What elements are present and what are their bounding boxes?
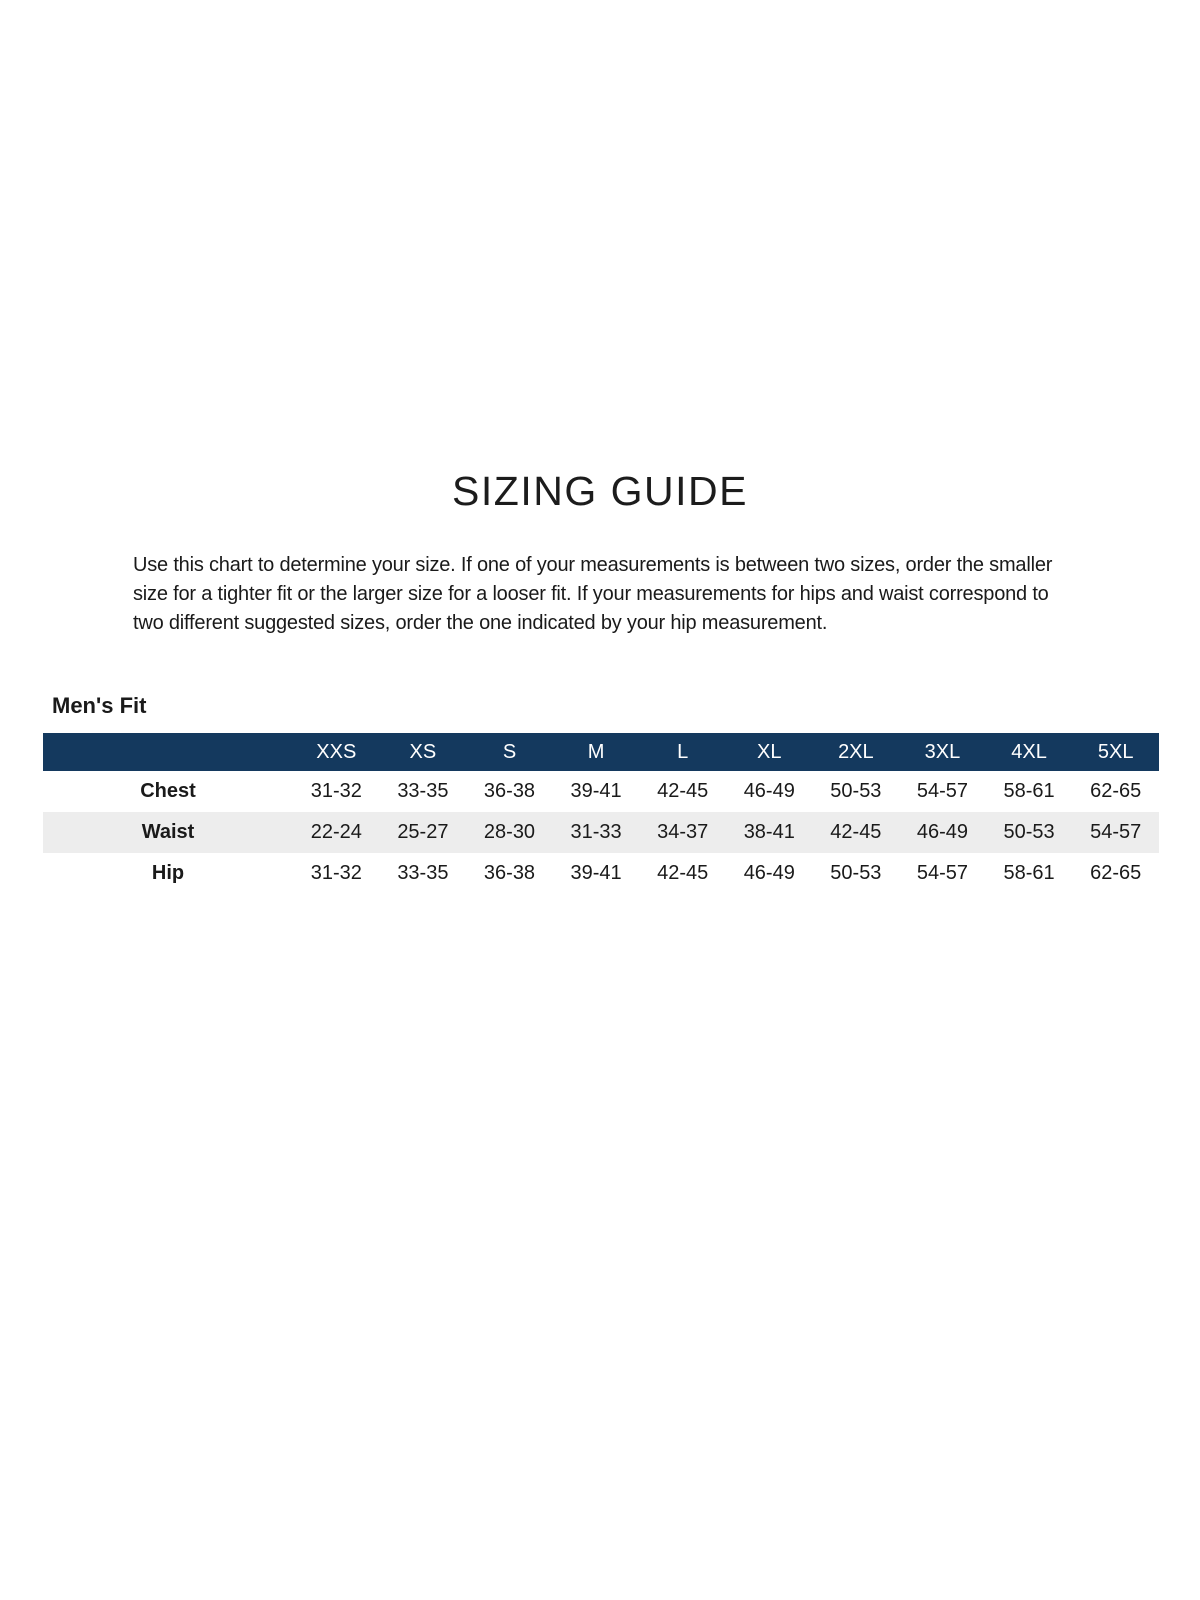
waist-value: 34-37	[639, 812, 726, 853]
hip-value: 36-38	[483, 862, 536, 884]
column-header-m: M	[553, 733, 640, 771]
header-row	[43, 733, 1159, 771]
waist-value: 38-41	[726, 812, 813, 853]
hip-value: 62-65	[1090, 862, 1142, 884]
intro-paragraph	[133, 551, 1083, 638]
chest-value: 39-41	[570, 780, 622, 802]
chest-value: 50-53	[830, 780, 882, 802]
waist-value: 54-57	[1072, 812, 1159, 853]
waist-value: 28-30	[466, 812, 553, 853]
waist-value: 50-53	[986, 812, 1073, 853]
chest-value: 36-38	[483, 780, 536, 802]
column-header-xs: XS	[380, 733, 467, 771]
chest-value: 33-35	[397, 780, 449, 802]
column-header-3xl: 3XL	[899, 733, 986, 771]
table-row-chest	[43, 771, 1159, 812]
column-header-5xl: 5XL	[1072, 733, 1159, 771]
chest-value: 46-49	[743, 780, 795, 802]
column-header-xxs: XXS	[293, 733, 380, 771]
chest-value: 42-45	[657, 780, 709, 802]
size-table-body	[43, 771, 1159, 894]
waist-value: 25-27	[380, 812, 467, 853]
section-heading-mens-fit: Men's Fit	[52, 693, 147, 718]
waist-value: 46-49	[899, 812, 986, 853]
intro-line: two different suggested sizes, order the one indicated by your hip measurement.	[133, 612, 828, 634]
hip-value: 33-35	[397, 862, 449, 884]
hip-value: 58-61	[1003, 862, 1055, 884]
size-table-header	[43, 733, 1159, 771]
table-corner-cell	[43, 733, 293, 771]
chest-value: 54-57	[916, 780, 969, 802]
mens-fit-size-table	[43, 733, 1159, 894]
chest-value: 58-61	[1003, 780, 1055, 802]
hip-value: 46-49	[743, 862, 795, 884]
hip-value: 31-32	[310, 862, 362, 884]
column-header-2xl: 2XL	[813, 733, 900, 771]
intro-line: size for a tighter fit or the larger size for a looser fit. If your measurements for hips and waist correspond to	[133, 583, 1049, 605]
hip-value: 54-57	[916, 862, 969, 884]
waist-value: 42-45	[813, 812, 900, 853]
intro-line: Use this chart to determine your size. If one of your measurements is between two sizes, order the smaller	[133, 554, 1053, 576]
row-label-hip: Hip	[151, 862, 185, 884]
page-title: SIZING GUIDE	[452, 468, 748, 514]
hip-value: 42-45	[657, 862, 709, 884]
hip-value: 50-53	[830, 862, 882, 884]
chest-value: 62-65	[1090, 780, 1142, 802]
column-header-4xl: 4XL	[986, 733, 1073, 771]
row-label-chest: Chest	[140, 780, 196, 802]
waist-value: 31-33	[553, 812, 640, 853]
waist-value: 22-24	[293, 812, 380, 853]
table-row-waist	[43, 812, 1159, 853]
table-row-hip	[43, 853, 1159, 894]
column-header-s: S	[466, 733, 553, 771]
chest-value: 31-32	[310, 780, 362, 802]
column-header-xl: XL	[726, 733, 813, 771]
hip-value: 39-41	[570, 862, 622, 884]
row-label-waist: Waist	[43, 812, 293, 853]
column-header-l: L	[639, 733, 726, 771]
